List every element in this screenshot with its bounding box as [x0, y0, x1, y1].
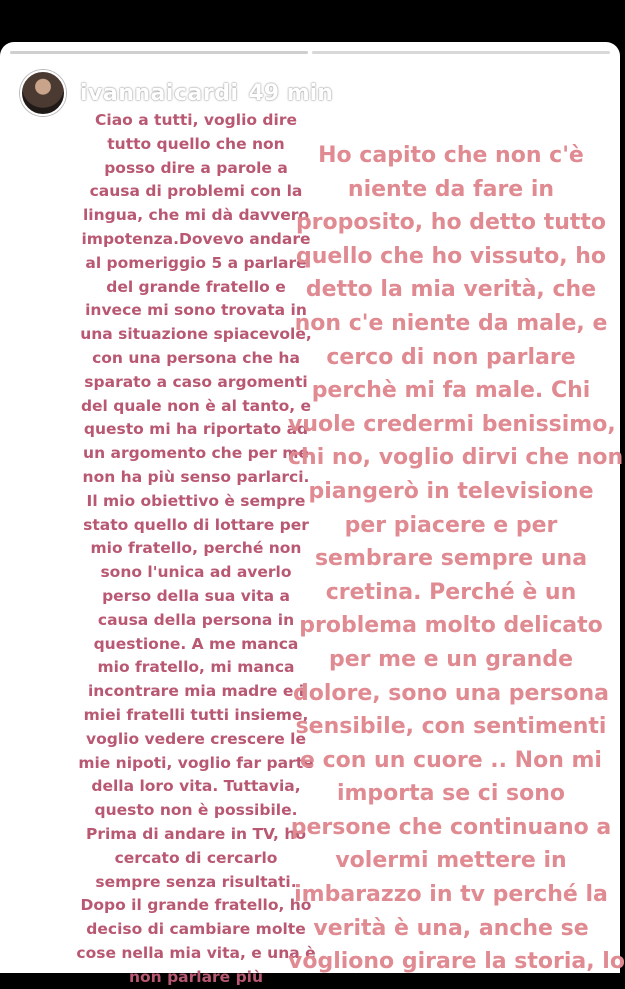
right-text-line: cretina. Perché è un: [325, 579, 577, 605]
right-text-line: Ho capito che non c'è: [318, 143, 584, 168]
left-text-line: non ha più senso parlarci.: [82, 467, 310, 486]
left-text-line: sono l'unica ad averlo: [100, 563, 292, 582]
right-text-line: importa se ci sono: [336, 781, 566, 807]
right-text-line: per me e un grande: [328, 646, 574, 672]
right-text-column: [288, 139, 625, 979]
left-text-line: Dopo il grande fratello, ho: [80, 896, 312, 915]
right-text-line: volermi mettere in: [335, 848, 567, 874]
left-text-line: cercato di cercarlo: [114, 848, 278, 867]
left-text-line: una situazione spiacevole,: [80, 325, 312, 344]
right-text-line: per piacere e per: [344, 512, 558, 538]
story-progress-bars: [10, 51, 610, 54]
right-text-line: detto la mia verità, che: [305, 277, 597, 303]
left-text-line: stato quello di lottare per: [83, 515, 309, 534]
right-text-line: niente da fare in: [347, 176, 555, 202]
right-text-line: proposito, ho detto tutto: [295, 210, 607, 236]
left-text-line: un argomento che per me: [83, 444, 309, 463]
right-text-line: cerco di non parlare: [326, 344, 576, 370]
left-text-line: mie nipoti, voglio far parte: [78, 753, 314, 772]
left-text-line: perso della sua vita a: [102, 586, 290, 605]
left-text-line: posso dire a parole a: [104, 158, 288, 177]
right-text-line: piangerò in televisione: [308, 478, 594, 504]
right-text-line: chi no, voglio dirvi che non: [288, 445, 624, 471]
progress-segment: [312, 51, 610, 54]
story-viewer[interactable]: [0, 42, 625, 986]
right-text-line: sembrare sempre una: [314, 546, 588, 572]
progress-segment: [10, 51, 308, 54]
left-text-line: incontrare mia madre e i: [87, 682, 305, 701]
right-text-line: dolore, sono una persona: [292, 680, 609, 706]
left-text-line: Prima di andare in TV, ho: [85, 824, 306, 843]
left-text-line: del quale non è al tanto, e: [80, 396, 312, 415]
left-text-line: questione. A me manca: [93, 634, 299, 653]
left-text-line: questo non è possibile.: [94, 801, 298, 820]
left-text-line: cose nella mia vita, e una è: [76, 943, 316, 962]
left-text-line: sempre senza risultati.: [95, 872, 297, 891]
left-text-line: voglio vedere crescere le: [86, 729, 306, 748]
right-text-line: non c'e niente da male, e: [294, 310, 608, 336]
right-text-line: perchè mi fa male. Chi: [311, 378, 591, 404]
right-text-line: persone che continuano a: [290, 814, 612, 840]
right-text-line: problema molto delicato: [299, 613, 603, 639]
left-text-line: tutto quello che non: [107, 134, 285, 153]
left-text-line: impotenza.Dovevo andare: [81, 229, 311, 248]
right-text-line: quello che ho vissuto, ho: [295, 243, 607, 269]
left-text-line: con una persona che ha: [92, 348, 300, 367]
right-text-line: vogliono girare la storia, lo: [288, 949, 625, 975]
left-text-line: mio fratello, mi manca: [97, 658, 295, 677]
right-text-line: sensibile, con sentimenti: [295, 714, 607, 740]
right-text-line: vuole credermi benissimo,: [288, 411, 616, 437]
left-text-line: deciso di cambiare molte: [86, 920, 306, 939]
left-text-line: della loro vita. Tuttavia,: [91, 777, 301, 796]
left-text-line: miei fratelli tutti insieme,: [83, 705, 309, 724]
left-text-line: questo mi ha riportato ad: [83, 420, 309, 439]
left-text-line: Il mio obiettivo è sempre: [86, 491, 306, 510]
right-text-line: verità è una, anche se: [313, 915, 589, 941]
left-text-line: lingua, che mi dà davvero: [82, 206, 310, 225]
username[interactable]: ivannaicardi: [80, 80, 239, 106]
left-text-line: non parlare più: [128, 967, 264, 986]
left-text-line: causa della persona in: [97, 610, 295, 629]
post-time: 49 min: [248, 80, 333, 106]
left-text-line: Ciao a tutti, voglio dire: [95, 111, 297, 129]
left-text-line: mio fratello, perché non: [90, 539, 302, 558]
right-text-line: imbarazzo in tv perché la: [294, 882, 608, 908]
right-text-line: e con un cuore .. Non mi: [300, 747, 602, 773]
left-text-line: del grande fratello e: [106, 277, 286, 296]
left-text-line: al pomeriggio 5 a parlare: [85, 253, 307, 272]
left-text-line: sparato a caso argomenti: [84, 372, 308, 391]
left-text-line: invece mi sono trovata in: [85, 301, 307, 320]
left-text-line: causa di problemi con la: [89, 182, 303, 201]
